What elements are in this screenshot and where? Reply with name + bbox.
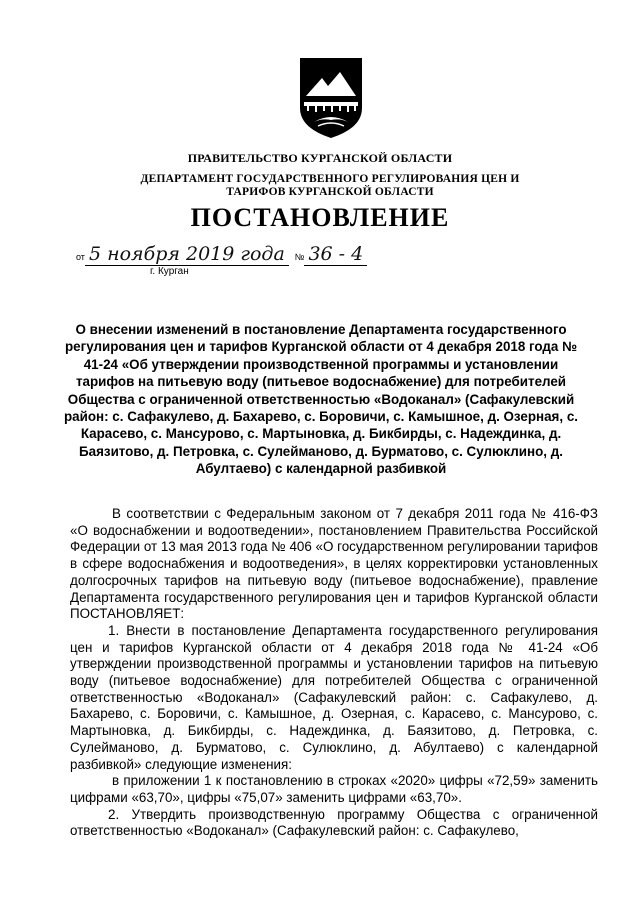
document-subject: О внесении изменений в постановление Департамента государственного регулирования цен и тарифов Курганской области от 4 декабря 2018 года № 41-24 «Об утверждении производственной программы и установлении тарифов на питьевую воду (питьевое водоснабжение) для потребителей Общества с ограниченной ответственностью «Водоканал» (Сафакулевский район: с. Сафакулево, д. Бахарево, с. Боровичи, с. Камышное, д. Озерная, с. Карасево, с. Мансурово, с. Мартыновка, д. Бикбирды, с. Надеждинка, д. Баязитово, д. Петровка, с. Сулейманово, д. Бурматово, с. Сулюклино, д. Абултаево) с календарной разбивкой [64,322,578,477]
body-paragraph-1: В соответствии с Федеральным законом от 7 декабря 2011 года № 416-ФЗ «О водоснабжении и водоотведении», постановлением Правительства Российской Федерации от 13 мая 2013 года № 406 «О государственном регулировании тарифов в сфере водоснабжения и водоотведения», в целях корректировки установленных долгосрочных тарифов на питьевую воду (питьевое водоснабжение), правление Департамента государственного регулирования цен и тарифов Курганской области ПОСТАНОВЛЯЕТ: [70,506,598,622]
handwritten-number: 36 - 4 [308,243,364,265]
date-number-line [76,243,367,266]
document-type-title: ПОСТАНОВЛЕНИЕ [190,203,450,232]
handwritten-date: 5 ноября 2019 года [88,243,285,265]
government-name: ПРАВИТЕЛЬСТВО КУРГАНСКОЙ ОБЛАСТИ [187,151,453,165]
body-paragraph-4: 2. Утвердить производственную программу Общества с ограниченной ответственностью «Водоканал» (Сафакулевский район: с. Сафакулево, [70,806,598,839]
department-name: ДЕПАРТАМЕНТ ГОСУДАРСТВЕННОГО РЕГУЛИРОВАНИЯ ЦЕН И ТАРИФОВ КУРГАНСКОЙ ОБЛАСТИ [140,173,520,198]
body-paragraph-2: 1. Внести в постановление Департамента государственного регулирования цен и тарифов Курганской области от 4 декабря 2018 года № 41-24 «Об утверждении производственной программы и установлении тарифов на питьевую воду (питьевое водоснабжение) для потребителей Общества с ограниченной ответственностью «Водоканал» (Сафакулевский район: с. Сафакулево, д. Бахарево, с. Боровичи, с. Камышное, д. Озерная, с. Карасево, с. Мансурово, с. Мартыновка, д. Бикбирды, с. Надеждинка, д. Баязитово, д. Петровка, с. Сулейманово, д. Бурматово, с. Сулюклино, д. Абултаево) с календарной разбивкой» следующие изменения: [70,622,598,772]
date-prefix: от [76,252,85,262]
document-body [70,506,598,840]
number-prefix: № [294,252,305,262]
kurgan-region-coat-of-arms-icon [296,56,366,140]
issue-city: г. Курган [150,266,189,277]
body-paragraph-3: в приложении 1 к постановлению в строках «2020» цифры «72,59» заменить цифрами «63,70», цифры «75,07» заменить цифрами «63,70». [70,773,598,805]
